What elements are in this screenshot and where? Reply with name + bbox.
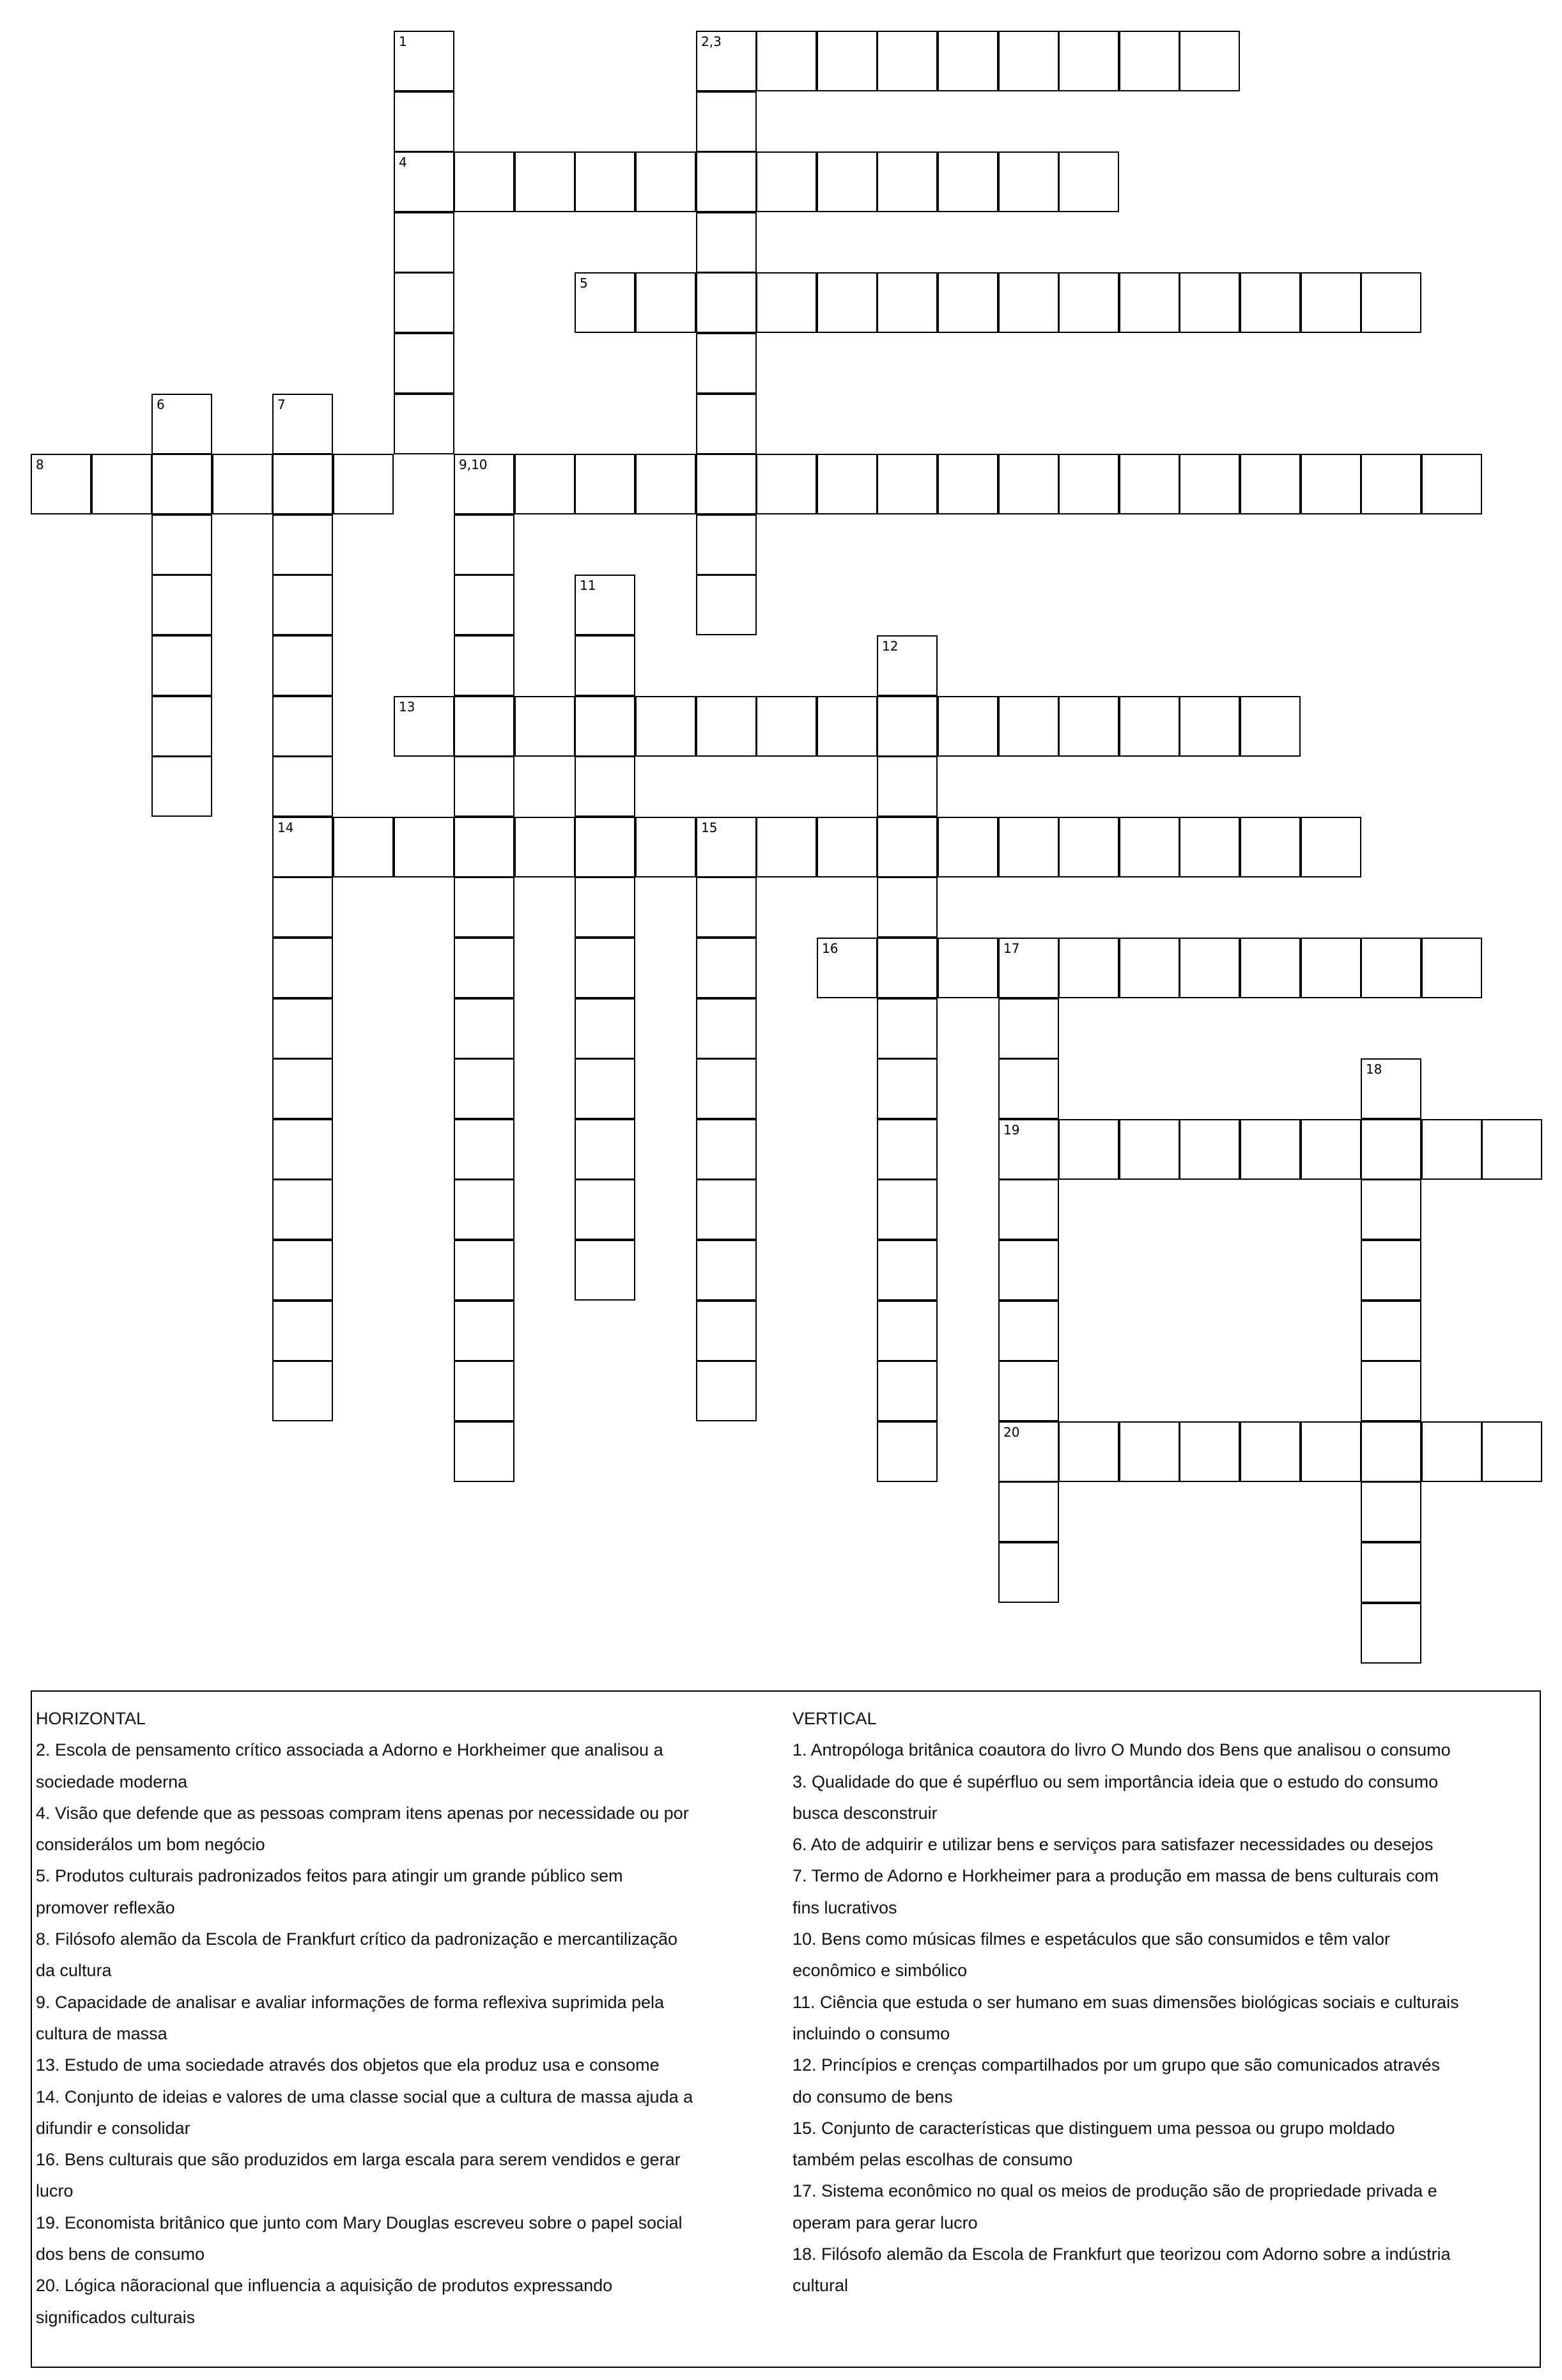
clue-v-10: 12. Princípios e crenças compartilhados por um grupo que são comunicados através (793, 2055, 1441, 2075)
grid-cell[interactable] (1361, 1603, 1421, 1664)
grid-cell[interactable] (998, 696, 1059, 757)
grid-cell[interactable] (1058, 272, 1119, 333)
grid-cell[interactable] (877, 756, 938, 817)
grid-cell[interactable] (1179, 272, 1240, 333)
clue-h-17: 20. Lógica nãoracional que influencia a aquisição de produtos expressando (36, 2276, 613, 2296)
grid-cell[interactable] (454, 1421, 514, 1482)
grid-cell[interactable] (1240, 1119, 1301, 1180)
grid-cell[interactable] (1179, 1421, 1240, 1482)
grid-cell[interactable] (1058, 1421, 1119, 1482)
grid-cell[interactable] (817, 696, 878, 757)
grid-cell[interactable] (272, 1119, 333, 1180)
grid-cell[interactable] (756, 696, 817, 757)
grid-cell[interactable] (454, 1119, 514, 1180)
grid-cell[interactable] (696, 998, 757, 1059)
grid-cell[interactable] (394, 151, 454, 212)
clue-h-14: lucro (36, 2181, 73, 2201)
grid-cell[interactable] (514, 454, 575, 514)
grid-cell[interactable] (1481, 1119, 1542, 1180)
grid-cell[interactable] (998, 272, 1059, 333)
grid-cell[interactable] (1058, 454, 1119, 514)
clue-number: 20 (1003, 1425, 1020, 1440)
grid-cell[interactable] (1301, 817, 1361, 877)
clue-number: 13 (399, 699, 415, 715)
grid-cell[interactable] (877, 817, 938, 877)
horizontal-clues (36, 1703, 777, 2333)
grid-cell[interactable] (696, 454, 757, 514)
grid-cell[interactable] (817, 938, 878, 998)
grid-cell[interactable] (272, 817, 333, 877)
grid-cell[interactable] (756, 454, 817, 514)
grid-cell[interactable] (1361, 1240, 1421, 1301)
clue-h-0: 2. Escola de pensamento crítico associada a Adorno e Horkheimer que analisou a (36, 1740, 663, 1760)
grid-cell[interactable] (998, 1481, 1059, 1542)
clue-h-16: dos bens de consumo (36, 2245, 205, 2264)
grid-cell[interactable] (696, 514, 757, 575)
vertical-clues (793, 1703, 1534, 2302)
grid-cell[interactable] (1240, 1421, 1301, 1482)
grid-cell[interactable] (696, 212, 757, 273)
grid-cell[interactable] (696, 575, 757, 635)
grid-cell[interactable] (998, 1421, 1059, 1482)
grid-cell[interactable] (998, 998, 1059, 1059)
grid-cell[interactable] (575, 272, 635, 333)
grid-cell[interactable] (454, 877, 514, 938)
grid-cell[interactable] (696, 1240, 757, 1301)
clue-number: 17 (1003, 941, 1020, 956)
grid-cell[interactable] (998, 1058, 1059, 1119)
grid-cell[interactable] (575, 1058, 635, 1119)
grid-cell[interactable] (877, 1240, 938, 1301)
grid-cell[interactable] (575, 756, 635, 817)
grid-cell[interactable] (1058, 817, 1119, 877)
clue-number: 6 (157, 397, 165, 412)
grid-cell[interactable] (394, 31, 454, 91)
grid-cell[interactable] (1119, 938, 1180, 998)
grid-cell[interactable] (998, 1179, 1059, 1240)
clue-h-11: 14. Conjunto de ideias e valores de uma classe social que a cultura de massa ajuda a (36, 2087, 693, 2106)
grid-cell[interactable] (575, 817, 635, 877)
clue-number: 11 (580, 578, 596, 593)
grid-cell[interactable] (272, 1179, 333, 1240)
grid-cell[interactable] (1301, 1119, 1361, 1180)
grid-cell[interactable] (877, 877, 938, 938)
grid-cell[interactable] (1361, 272, 1421, 333)
grid-cell[interactable] (212, 454, 273, 514)
grid-cell[interactable] (1301, 938, 1361, 998)
clue-h-12: difundir e consolidar (36, 2118, 190, 2138)
grid-cell[interactable] (635, 817, 696, 877)
grid-cell[interactable] (454, 1179, 514, 1240)
grid-cell[interactable] (333, 817, 394, 877)
clue-number: 2,3 (701, 34, 722, 49)
clue-h-5: promover reflexão (36, 1897, 175, 1917)
grid-cell[interactable] (272, 514, 333, 575)
grid-cell[interactable] (151, 756, 212, 817)
grid-cell[interactable] (454, 635, 514, 696)
clue-v-15: operam para gerar lucro (793, 2213, 978, 2232)
vertical-heading: VERTICAL (793, 1709, 877, 1728)
grid-cell[interactable] (938, 938, 998, 998)
grid-cell[interactable] (514, 151, 575, 212)
grid-cell[interactable] (696, 31, 757, 91)
grid-cell[interactable] (877, 998, 938, 1059)
grid-cell[interactable] (696, 1058, 757, 1119)
clue-h-15: 19. Economista britânico que junto com Mary Douglas escreveu sobre o papel social (36, 2213, 683, 2232)
clue-v-1: 3. Qualidade do que é supérfluo ou sem importância ideia que o estudo do consumo (793, 1772, 1439, 1791)
grid-cell[interactable] (1421, 938, 1482, 998)
grid-cell[interactable] (1301, 1421, 1361, 1482)
grid-cell[interactable] (454, 575, 514, 635)
grid-cell[interactable] (1179, 938, 1240, 998)
grid-cell[interactable] (1179, 454, 1240, 514)
grid-cell[interactable] (998, 1119, 1059, 1180)
grid-cell[interactable] (1179, 1119, 1240, 1180)
clue-v-6: 10. Bens como músicas filmes e espetáculos que são consumidos e têm valor (793, 1929, 1390, 1949)
grid-cell[interactable] (575, 1240, 635, 1301)
grid-cell[interactable] (877, 635, 938, 696)
grid-cell[interactable] (272, 756, 333, 817)
grid-cell[interactable] (635, 272, 696, 333)
grid-cell[interactable] (696, 938, 757, 998)
grid-cell[interactable] (998, 454, 1059, 514)
grid-cell[interactable] (91, 454, 152, 514)
clue-v-3: 6. Ato de adquirir e utilizar bens e serviços para satisfazer necessidades ou desejos (793, 1835, 1434, 1855)
grid-cell[interactable] (575, 938, 635, 998)
grid-cell[interactable] (272, 877, 333, 938)
clue-h-18: significados culturais (36, 2307, 196, 2327)
grid-cell[interactable] (1361, 1179, 1421, 1240)
grid-cell[interactable] (998, 938, 1059, 998)
grid-cell[interactable] (394, 817, 454, 877)
grid-cell[interactable] (938, 817, 998, 877)
grid-cell[interactable] (696, 394, 757, 454)
grid-cell[interactable] (1119, 1421, 1180, 1482)
grid-cell[interactable] (756, 272, 817, 333)
clue-number: 7 (277, 397, 286, 412)
grid-cell[interactable] (696, 1119, 757, 1180)
grid-cell[interactable] (1058, 151, 1119, 212)
grid-cell[interactable] (151, 575, 212, 635)
clue-v-14: 17. Sistema econômico no qual os meios de produção são de propriedade privada e (793, 2181, 1437, 2201)
grid-cell[interactable] (696, 272, 757, 333)
grid-cell[interactable] (1119, 1119, 1180, 1180)
grid-cell[interactable] (575, 635, 635, 696)
grid-cell[interactable] (877, 696, 938, 757)
horizontal-heading: HORIZONTAL (36, 1709, 146, 1728)
grid-cell[interactable] (1361, 1119, 1421, 1180)
grid-cell[interactable] (635, 696, 696, 757)
grid-cell[interactable] (272, 1058, 333, 1119)
grid-cell[interactable] (877, 272, 938, 333)
grid-cell[interactable] (696, 877, 757, 938)
clue-h-3: considerálos um bom negócio (36, 1835, 265, 1855)
grid-cell[interactable] (756, 31, 817, 91)
grid-cell[interactable] (1421, 454, 1482, 514)
grid-cell[interactable] (1361, 1542, 1421, 1603)
grid-cell[interactable] (938, 696, 998, 757)
grid-cell[interactable] (696, 91, 757, 152)
clue-v-11: do consumo de bens (793, 2087, 953, 2106)
clue-h-6: 8. Filósofo alemão da Escola de Frankfurt crítico da padronização e mercantilização (36, 1929, 678, 1949)
grid-cell[interactable] (514, 817, 575, 877)
grid-cell[interactable] (1179, 696, 1240, 757)
grid-cell[interactable] (454, 938, 514, 998)
grid-cell[interactable] (333, 454, 394, 514)
clue-h-13: 16. Bens culturais que são produzidos em larga escala para serem vendidos e gerar (36, 2150, 681, 2170)
grid-cell[interactable] (696, 151, 757, 212)
grid-cell[interactable] (1119, 31, 1180, 91)
clue-h-10: 13. Estudo de uma sociedade através dos objetos que ela produz usa e consome (36, 2055, 660, 2075)
grid-cell[interactable] (877, 1058, 938, 1119)
grid-cell[interactable] (1361, 454, 1421, 514)
clue-v-7: econômico e simbólico (793, 1961, 968, 1981)
grid-cell[interactable] (394, 272, 454, 333)
clue-number: 5 (580, 275, 588, 291)
grid-cell[interactable] (817, 817, 878, 877)
grid-cell[interactable] (575, 998, 635, 1059)
grid-cell[interactable] (1179, 31, 1240, 91)
clue-v-5: fins lucrativos (793, 1897, 897, 1917)
clue-number: 8 (36, 457, 44, 472)
grid-cell[interactable] (756, 151, 817, 212)
grid-cell[interactable] (454, 454, 514, 514)
grid-cell[interactable] (454, 151, 514, 212)
grid-cell[interactable] (454, 1058, 514, 1119)
grid-cell[interactable] (938, 151, 998, 212)
grid-cell[interactable] (877, 151, 938, 212)
grid-cell[interactable] (1058, 938, 1119, 998)
grid-cell[interactable] (998, 817, 1059, 877)
grid-cell[interactable] (575, 1119, 635, 1180)
grid-cell[interactable] (575, 877, 635, 938)
grid-cell[interactable] (696, 1179, 757, 1240)
grid-cell[interactable] (817, 151, 878, 212)
clue-h-9: cultura de massa (36, 2023, 167, 2043)
clue-number: 18 (1366, 1062, 1382, 1077)
grid-cell[interactable] (1361, 938, 1421, 998)
grid-cell[interactable] (151, 514, 212, 575)
grid-cell[interactable] (31, 454, 91, 514)
grid-cell[interactable] (1119, 454, 1180, 514)
clue-h-7: da cultura (36, 1961, 112, 1981)
grid-cell[interactable] (151, 696, 212, 757)
clue-number: 1 (399, 34, 407, 49)
grid-cell[interactable] (1361, 1058, 1421, 1119)
clue-number: 14 (277, 820, 294, 835)
grid-cell[interactable] (1361, 1481, 1421, 1542)
grid-cell[interactable] (1058, 1119, 1119, 1180)
clue-h-2: 4. Visão que defende que as pessoas compram itens apenas por necessidade ou por (36, 1803, 689, 1823)
grid-cell[interactable] (877, 1301, 938, 1361)
grid-cell[interactable] (1240, 454, 1301, 514)
grid-cell[interactable] (394, 212, 454, 273)
grid-cell[interactable] (1301, 454, 1361, 514)
grid-cell[interactable] (1119, 817, 1180, 877)
grid-cell[interactable] (998, 151, 1059, 212)
clue-number: 9,10 (459, 457, 488, 472)
clue-v-8: 11. Ciência que estuda o ser humano em suas dimensões biológicas sociais e culturais (793, 1992, 1459, 2012)
clue-number: 12 (882, 638, 899, 654)
grid-cell[interactable] (151, 454, 212, 514)
clue-number: 16 (822, 941, 839, 956)
grid-cell[interactable] (998, 1361, 1059, 1421)
grid-cell[interactable] (394, 394, 454, 454)
grid-cell[interactable] (1240, 938, 1301, 998)
clue-v-9: incluindo o consumo (793, 2023, 950, 2043)
grid-cell[interactable] (1481, 1421, 1542, 1482)
clue-v-13: também pelas escolhas de consumo (793, 2150, 1073, 2170)
clue-v-2: busca desconstruir (793, 1803, 938, 1823)
clue-v-12: 15. Conjunto de características que distinguem uma pessoa ou grupo moldado (793, 2118, 1395, 2138)
grid-cell[interactable] (817, 454, 878, 514)
grid-cell[interactable] (454, 514, 514, 575)
grid-cell[interactable] (1240, 272, 1301, 333)
grid-cell[interactable] (877, 938, 938, 998)
grid-cell[interactable] (272, 696, 333, 757)
grid-cell[interactable] (272, 575, 333, 635)
grid-cell[interactable] (998, 1240, 1059, 1301)
grid-cell[interactable] (272, 454, 333, 514)
grid-cell[interactable] (696, 696, 757, 757)
clue-v-4: 7. Termo de Adorno e Horkheimer para a produção em massa de bens culturais com (793, 1866, 1439, 1886)
grid-cell[interactable] (998, 1301, 1059, 1361)
clues-box (31, 1690, 1541, 2368)
grid-cell[interactable] (756, 817, 817, 877)
grid-cell[interactable] (998, 1542, 1059, 1603)
grid-cell[interactable] (998, 31, 1059, 91)
grid-cell[interactable] (938, 31, 998, 91)
grid-cell[interactable] (454, 696, 514, 757)
grid-cell[interactable] (817, 31, 878, 91)
grid-cell[interactable] (575, 454, 635, 514)
clue-h-8: 9. Capacidade de analisar e avaliar informações de forma reflexiva suprimida pela (36, 1992, 665, 2012)
grid-cell[interactable] (151, 394, 212, 454)
grid-cell[interactable] (272, 1240, 333, 1301)
grid-cell[interactable] (394, 696, 454, 757)
grid-cell[interactable] (877, 31, 938, 91)
grid-cell[interactable] (1240, 696, 1301, 757)
grid-cell[interactable] (1119, 272, 1180, 333)
grid-cell[interactable] (696, 333, 757, 394)
grid-cell[interactable] (635, 151, 696, 212)
grid-cell[interactable] (272, 394, 333, 454)
grid-cell[interactable] (877, 1421, 938, 1482)
grid-cell[interactable] (1058, 31, 1119, 91)
grid-cell[interactable] (1421, 1421, 1482, 1482)
clue-v-17: cultural (793, 2276, 849, 2296)
grid-cell[interactable] (394, 333, 454, 394)
grid-cell[interactable] (454, 756, 514, 817)
clue-v-16: 18. Filósofo alemão da Escola de Frankfurt que teorizou com Adorno sobre a indústria (793, 2245, 1451, 2264)
clue-h-1: sociedade moderna (36, 1772, 188, 1791)
grid-cell[interactable] (1179, 817, 1240, 877)
clue-h-4: 5. Produtos culturais padronizados feitos para atingir um grande público sem (36, 1866, 623, 1886)
grid-cell[interactable] (575, 575, 635, 635)
grid-cell[interactable] (454, 1240, 514, 1301)
grid-cell[interactable] (696, 817, 757, 877)
grid-cell[interactable] (514, 696, 575, 757)
clue-number: 4 (399, 155, 407, 170)
grid-cell[interactable] (272, 1301, 333, 1361)
grid-cell[interactable] (696, 1361, 757, 1421)
grid-cell[interactable] (877, 1179, 938, 1240)
grid-cell[interactable] (1119, 696, 1180, 757)
grid-cell[interactable] (1361, 1301, 1421, 1361)
clue-v-0: 1. Antropóloga britânica coautora do livro O Mundo dos Bens que analisou o consumo (793, 1740, 1451, 1760)
grid-cell[interactable] (877, 1361, 938, 1421)
grid-cell[interactable] (1361, 1361, 1421, 1421)
grid-cell[interactable] (272, 1361, 333, 1421)
grid-cell[interactable] (454, 817, 514, 877)
grid-cell[interactable] (1240, 817, 1301, 877)
grid-cell[interactable] (635, 454, 696, 514)
grid-cell[interactable] (575, 1179, 635, 1240)
grid-cell[interactable] (272, 635, 333, 696)
grid-cell[interactable] (1301, 272, 1361, 333)
clue-number: 15 (701, 820, 718, 835)
grid-cell[interactable] (696, 1301, 757, 1361)
grid-cell[interactable] (575, 151, 635, 212)
grid-cell[interactable] (575, 696, 635, 757)
grid-cell[interactable] (938, 454, 998, 514)
grid-cell[interactable] (877, 1119, 938, 1180)
grid-cell[interactable] (454, 1361, 514, 1421)
grid-cell[interactable] (272, 938, 333, 998)
grid-cell[interactable] (1361, 1421, 1421, 1482)
grid-cell[interactable] (272, 998, 333, 1059)
grid-cell[interactable] (877, 454, 938, 514)
grid-cell[interactable] (817, 272, 878, 333)
grid-cell[interactable] (1058, 696, 1119, 757)
grid-cell[interactable] (454, 998, 514, 1059)
grid-cell[interactable] (454, 1301, 514, 1361)
grid-cell[interactable] (394, 91, 454, 152)
grid-cell[interactable] (1421, 1119, 1482, 1180)
grid-cell[interactable] (938, 272, 998, 333)
clue-number: 19 (1003, 1122, 1020, 1138)
grid-cell[interactable] (151, 635, 212, 696)
